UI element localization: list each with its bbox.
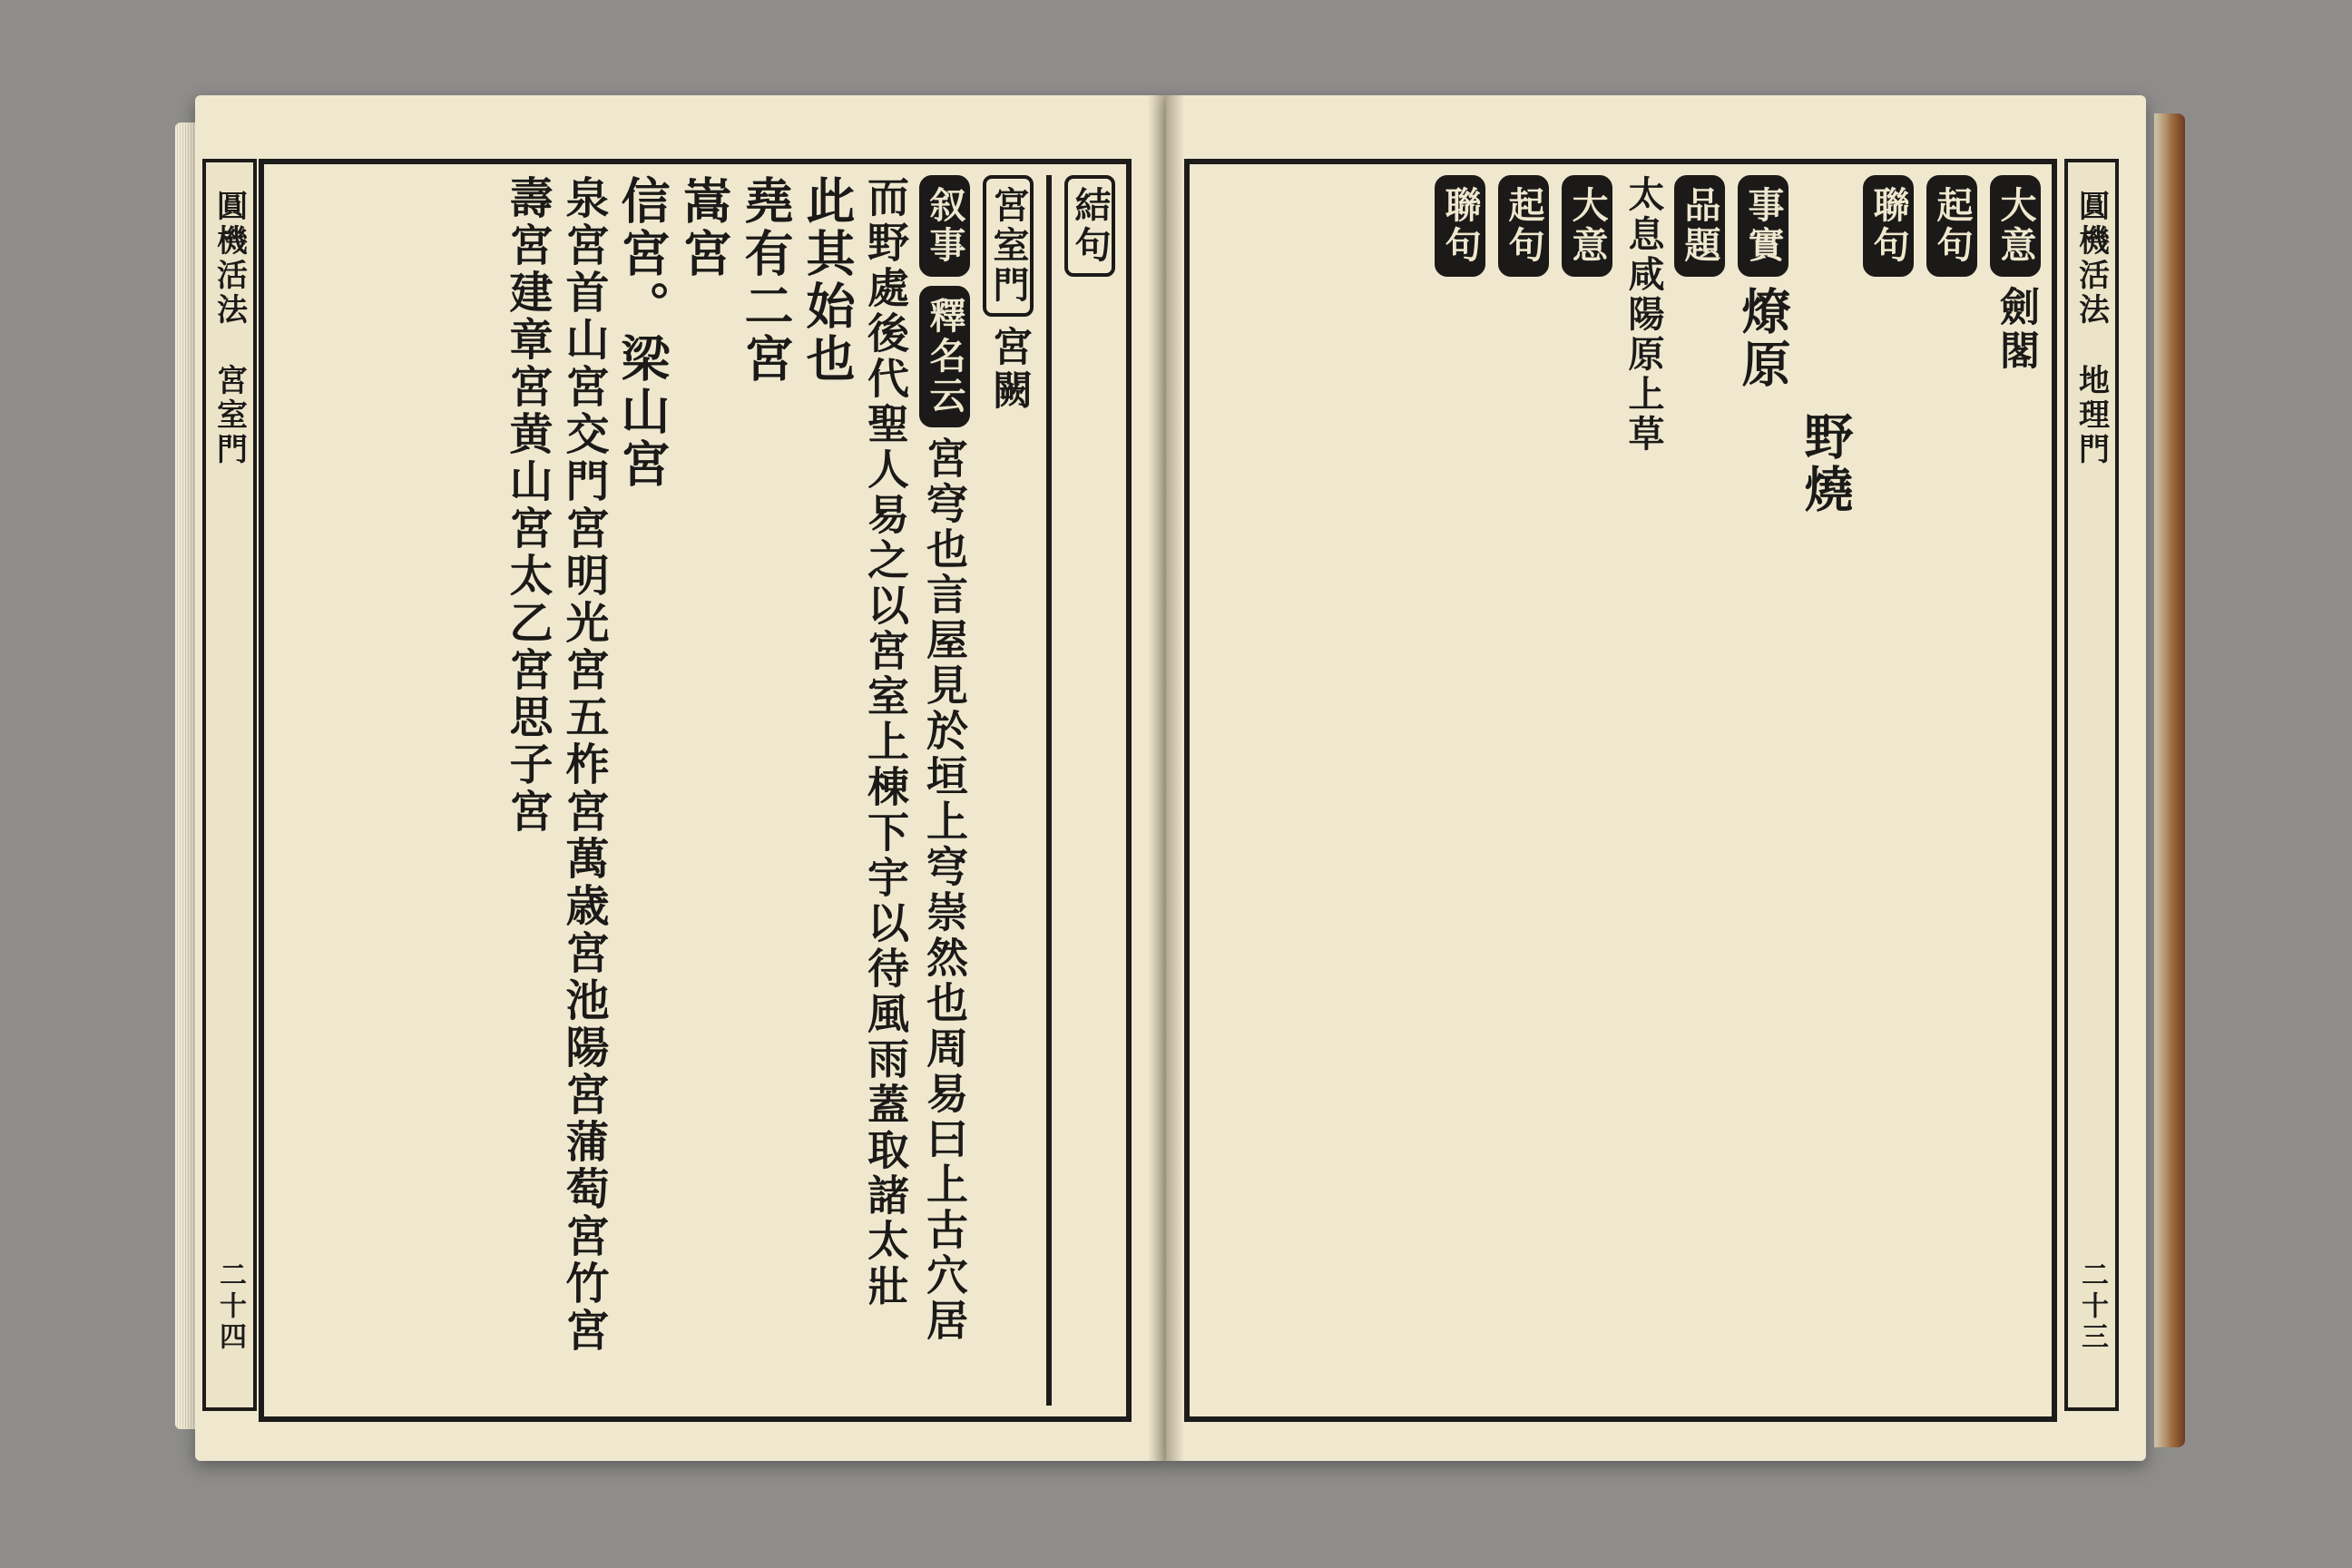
column-text: 燎原 [1734, 286, 1792, 391]
column-text: 太息咸陽原上草 [1622, 175, 1665, 455]
right-text-frame [1184, 159, 2057, 1422]
text-column [558, 175, 609, 1406]
text-column [983, 175, 1034, 1406]
section-tag: 結句 [1064, 175, 1115, 277]
text-column [1435, 175, 1485, 1406]
book-gutter [1148, 95, 1184, 1461]
text-column [1734, 175, 1792, 1406]
section-tag: 起句 [1498, 175, 1549, 277]
column-text: 宮闕 [985, 326, 1032, 413]
section-tag: 叙事 [919, 175, 970, 277]
left-columns [275, 175, 1115, 1406]
left-folio-number: 二十四 [214, 1260, 246, 1353]
column-text: 劍閣 [1993, 286, 2039, 373]
text-column [613, 175, 671, 1406]
section-tag: 大意 [1990, 175, 2041, 277]
text-column [502, 175, 553, 1406]
left-margin-title: 圓機活法 [211, 190, 248, 328]
left-margin-section: 宮室門 [211, 364, 248, 467]
section-tag: 大意 [1562, 175, 1612, 277]
right-margin-section: 地理門 [2073, 364, 2110, 467]
column-text: 信宮。梁山宮 [613, 175, 671, 491]
right-margin-title: 圓機活法 [2073, 190, 2110, 328]
text-column [1990, 175, 2041, 1406]
left-text-frame [259, 159, 1132, 1422]
section-tag: 事實 [1738, 175, 1788, 277]
text-column [675, 175, 733, 1406]
open-book [195, 86, 2160, 1488]
text-column [1926, 175, 1977, 1406]
text-column [1562, 175, 1612, 1406]
text-column [1674, 175, 1725, 1406]
right-page [1166, 95, 2146, 1461]
column-text: 壽宮建章宮黄山宮太乙宮思子宮 [502, 175, 553, 836]
text-column [919, 175, 970, 1406]
column-text: 此其始也 [799, 175, 857, 386]
text-column [1863, 175, 1914, 1406]
column-text: 宮穹也言屋見於垣上穹崇然也周易曰上古穴居 [920, 436, 969, 1344]
column-text: 泉宮首山宮交門宮明光宮五柞宮萬歳宮池陽宮蒲萄宮竹宮 [558, 175, 609, 1355]
section-tag: 宮室門 [983, 175, 1034, 317]
column-text: 嵩宮 [675, 175, 733, 280]
left-page [195, 95, 1166, 1461]
text-column [799, 175, 857, 1406]
right-margin-column [2064, 159, 2119, 1411]
right-columns [1200, 175, 2041, 1406]
text-column [1064, 175, 1115, 1406]
section-tag: 聯句 [1435, 175, 1485, 277]
left-margin-column [202, 159, 257, 1411]
column-divider [1046, 175, 1052, 1406]
column-text: 而野處後代聖人易之以宮室上棟下宇以待風雨蓋取諸太壯 [861, 175, 910, 1309]
text-column [1498, 175, 1549, 1406]
right-folio-number: 二十三 [2076, 1260, 2108, 1353]
section-tag: 起句 [1926, 175, 1977, 277]
text-column [737, 175, 795, 1406]
text-column [861, 175, 910, 1406]
section-tag: 聯句 [1863, 175, 1914, 277]
text-column [1797, 175, 1855, 1406]
column-text: 野燒 [1797, 411, 1855, 516]
book-cover-edge [2154, 113, 2185, 1447]
text-column [1622, 175, 1665, 1406]
section-tag-secondary: 釋名云 [919, 286, 970, 427]
section-tag: 品題 [1674, 175, 1725, 277]
column-text: 堯有二宮 [737, 175, 795, 386]
